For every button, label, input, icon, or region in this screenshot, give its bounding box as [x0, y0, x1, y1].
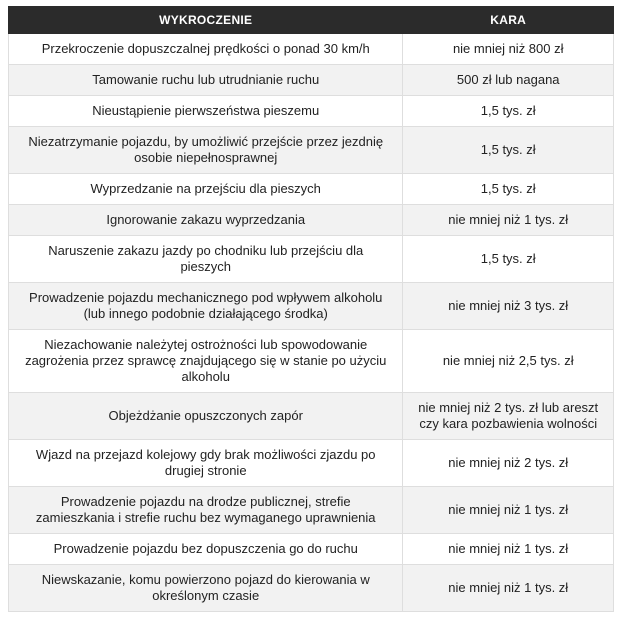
table-row [9, 127, 614, 174]
penalty-cell: nie mniej niż 1 tys. zł [403, 205, 614, 236]
offense-cell: Wjazd na przejazd kolejowy gdy brak możliwości zjazdu po drugiej stronie [9, 440, 403, 487]
table-row [9, 174, 614, 205]
table-row [9, 393, 614, 440]
table-row [9, 330, 614, 393]
table-header-row [9, 7, 614, 34]
offense-cell: Niezachowanie należytej ostrożności lub spowodowanie zagrożenia przez sprawcę znajdującego się w stanie po użyciu alkoholu [9, 330, 403, 393]
penalty-cell: nie mniej niż 1 tys. zł [403, 565, 614, 612]
penalty-cell: 1,5 tys. zł [403, 174, 614, 205]
penalty-cell: nie mniej niż 3 tys. zł [403, 283, 614, 330]
table-row [9, 534, 614, 565]
table-row [9, 34, 614, 65]
offense-cell: Tamowanie ruchu lub utrudnianie ruchu [9, 65, 403, 96]
table-row [9, 65, 614, 96]
penalty-cell: nie mniej niż 2,5 tys. zł [403, 330, 614, 393]
penalties-table [8, 6, 614, 612]
offense-cell: Ignorowanie zakazu wyprzedzania [9, 205, 403, 236]
offense-cell: Prowadzenie pojazdu mechanicznego pod wpływem alkoholu (lub innego podobnie działającego środka) [9, 283, 403, 330]
offense-cell: Prowadzenie pojazdu na drodze publicznej, strefie zamieszkania i strefie ruchu bez wymaganego uprawnienia [9, 487, 403, 534]
offense-cell: Objeżdżanie opuszczonych zapór [9, 393, 403, 440]
column-header-offense: WYKROCZENIE [9, 7, 403, 34]
table-body [9, 34, 614, 612]
offense-cell: Naruszenie zakazu jazdy po chodniku lub przejściu dla pieszych [9, 236, 403, 283]
offense-cell: Niewskazanie, komu powierzono pojazd do kierowania w określonym czasie [9, 565, 403, 612]
table-row [9, 565, 614, 612]
penalty-cell: nie mniej niż 800 zł [403, 34, 614, 65]
offense-cell: Wyprzedzanie na przejściu dla pieszych [9, 174, 403, 205]
penalty-cell: 1,5 tys. zł [403, 236, 614, 283]
penalty-cell: nie mniej niż 2 tys. zł [403, 440, 614, 487]
table-row [9, 236, 614, 283]
penalty-cell: nie mniej niż 2 tys. zł lub areszt czy kara pozbawienia wolności [403, 393, 614, 440]
offense-cell: Nieustąpienie pierwszeństwa pieszemu [9, 96, 403, 127]
offense-cell: Przekroczenie dopuszczalnej prędkości o ponad 30 km/h [9, 34, 403, 65]
penalty-cell: nie mniej niż 1 tys. zł [403, 534, 614, 565]
penalty-cell: 1,5 tys. zł [403, 127, 614, 174]
offense-cell: Prowadzenie pojazdu bez dopuszczenia go do ruchu [9, 534, 403, 565]
table-row [9, 96, 614, 127]
table-row [9, 283, 614, 330]
column-header-penalty: KARA [403, 7, 614, 34]
table-row [9, 487, 614, 534]
offense-cell: Niezatrzymanie pojazdu, by umożliwić przejście przez jezdnię osobie niepełnosprawnej [9, 127, 403, 174]
penalty-cell: 500 zł lub nagana [403, 65, 614, 96]
table-row [9, 205, 614, 236]
table-row [9, 440, 614, 487]
penalty-cell: nie mniej niż 1 tys. zł [403, 487, 614, 534]
penalty-cell: 1,5 tys. zł [403, 96, 614, 127]
